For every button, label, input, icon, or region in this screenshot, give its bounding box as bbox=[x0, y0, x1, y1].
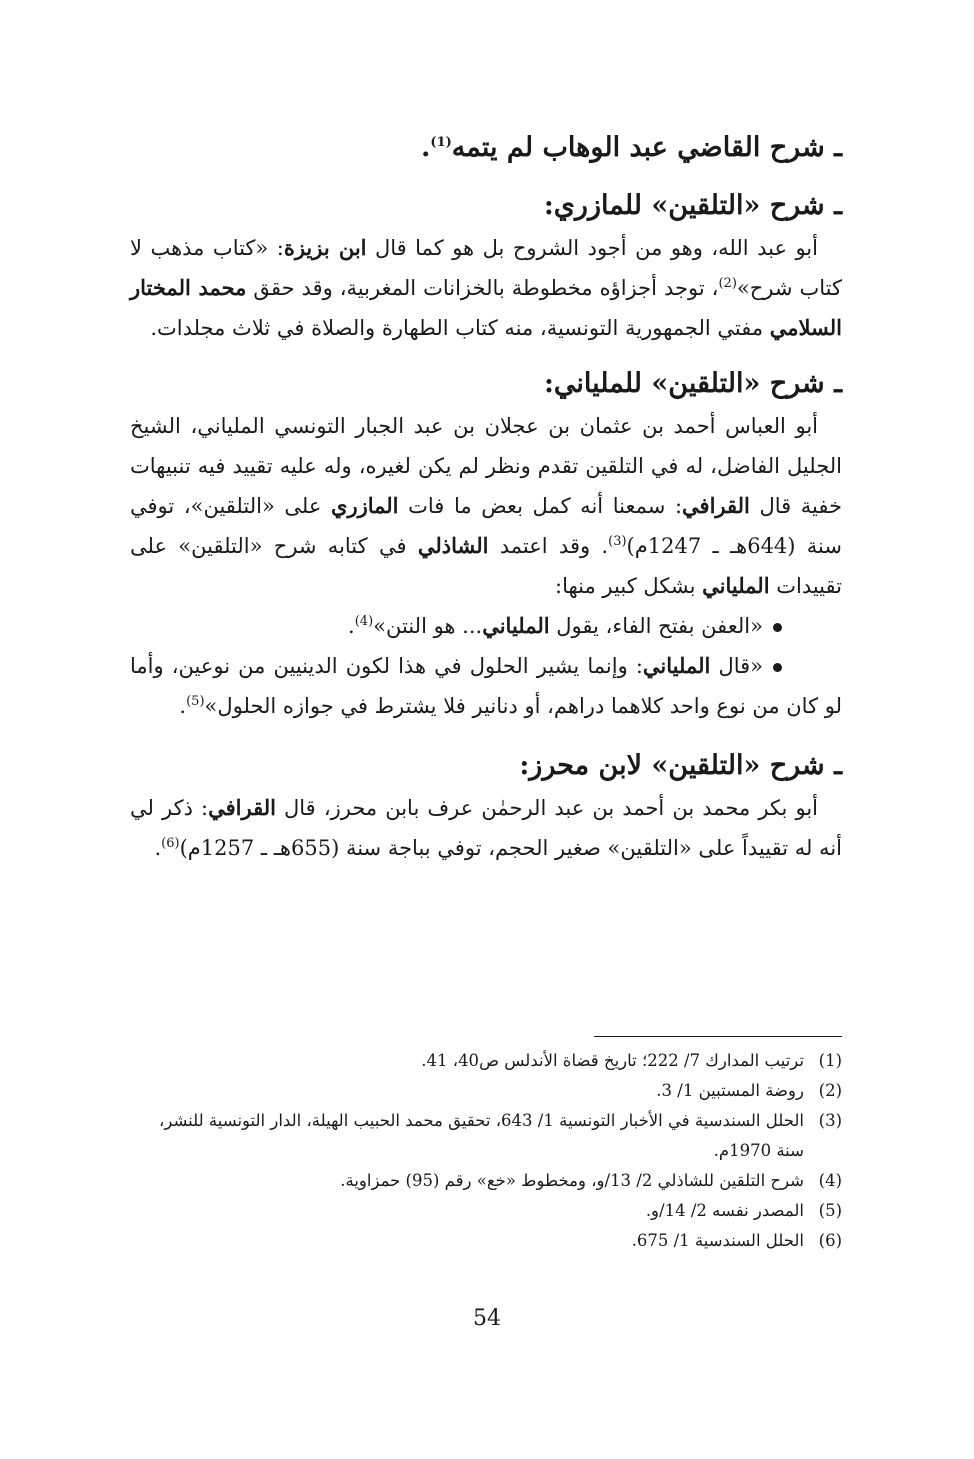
footnote-item bbox=[130, 1196, 842, 1226]
text-run: ... هو النتن» bbox=[373, 614, 483, 638]
page-number: 54 bbox=[473, 1306, 501, 1331]
bullet-icon bbox=[773, 623, 782, 632]
footnote-item bbox=[130, 1226, 842, 1256]
section-heading-ibn-muhriz: ـ شرح «التلقين» لابن محرز: bbox=[519, 750, 842, 781]
footnote-ref[interactable]: (1) bbox=[430, 135, 452, 150]
bold-name: محمد المختار السلامي bbox=[130, 275, 842, 340]
text-run: مفتي الجمهورية التونسية، منه كتاب الطهارة والصلاة في ثلاث مجلدات. bbox=[150, 316, 770, 340]
section-heading-abd-al-wahhab bbox=[130, 128, 842, 168]
text-run: . bbox=[179, 694, 187, 718]
paragraph-mazari bbox=[130, 228, 842, 348]
footnote-text: شرح التلقين للشاذلي 2/ 13/و، ومخطوط «خع» رقم (95) حمزاوية. bbox=[340, 1171, 804, 1190]
footnote-item bbox=[130, 1076, 842, 1106]
bold-name: الملياني bbox=[482, 613, 550, 638]
footnote-text: الحلل السندسية 1/ 675. bbox=[631, 1231, 804, 1250]
text-run: : «كتاب مذهب لا كتاب شرح» bbox=[130, 236, 843, 300]
footnote-ref[interactable]: (2) bbox=[718, 276, 737, 291]
section-heading-mazari: ـ شرح «التلقين» للمازري: bbox=[543, 190, 842, 221]
footnote-ref[interactable]: (4) bbox=[354, 614, 374, 629]
footnote-number: (2) bbox=[818, 1081, 842, 1100]
bold-name: الملياني bbox=[702, 573, 770, 598]
footnote-text: روضة المستبين 1/ 3. bbox=[656, 1081, 804, 1100]
text-run: أبو العباس أحمد بن عثمان بن عجلان بن عبد الجبار التونسي الملياني، الشيخ الجليل الفاضل، له في التلقين تقدم ونظر لم يكن لغيره، وله عليه تقييد فيه تنبيهات خفية قال bbox=[130, 414, 842, 518]
footnote-number: (5) bbox=[818, 1201, 842, 1220]
footnote-ref[interactable]: (3) bbox=[608, 534, 627, 549]
bold-name: الشاذلي bbox=[417, 533, 489, 558]
footnote-ref[interactable]: (6) bbox=[161, 836, 180, 851]
footnote-divider bbox=[594, 1036, 842, 1037]
footnote-item bbox=[130, 1166, 842, 1196]
footnote-number: (4) bbox=[818, 1171, 842, 1190]
heading-end: . bbox=[421, 132, 431, 163]
text-run: . bbox=[154, 836, 162, 860]
bold-name: ابن بزيزة bbox=[283, 235, 367, 260]
text-run: : وإنما يشير الحلول في هذا لكون الدينيين من نوعين، وأما لو كان من نوع واحد كلاهما دراهم، أو دنانير فلا يشترط في جوازه الحلول» bbox=[130, 654, 842, 718]
text-run: . وقد اعتمد bbox=[488, 534, 609, 558]
bold-name: المازري bbox=[331, 493, 399, 518]
text-run: . bbox=[348, 614, 355, 638]
bullet-icon bbox=[773, 663, 782, 672]
heading-text: ـ شرح القاضي عبد الوهاب لم يتمه bbox=[451, 132, 842, 163]
bold-name: القرافي bbox=[208, 795, 276, 820]
footnote-text: ترتيب المدارك 7/ 222؛ تاريخ قضاة الأندلس ص40، 41. bbox=[421, 1051, 804, 1070]
bold-name: القرافي bbox=[682, 493, 750, 518]
bullet-item-1 bbox=[130, 606, 842, 646]
footnote-text: الحلل السندسية في الأخبار التونسية 1/ 643، تحقيق محمد الحبيب الهيلة، الدار التونسية للنشر، سنة 1970م. bbox=[159, 1111, 804, 1160]
footnote-text: المصدر نفسه 2/ 14/و. bbox=[645, 1201, 804, 1220]
paragraph-ibn-muhriz bbox=[130, 788, 842, 868]
text-run: : سمعنا أنه كمل بعض ما فات bbox=[398, 494, 683, 518]
main-text bbox=[130, 128, 842, 868]
text-run: في كتابه شرح «التلقين» على تقييدات bbox=[130, 534, 842, 598]
footnotes bbox=[130, 1046, 842, 1256]
text-run: «قال bbox=[710, 654, 763, 678]
footnote-number: (1) bbox=[818, 1051, 842, 1070]
bold-name: الملياني bbox=[642, 653, 711, 678]
footnote-number: (6) bbox=[818, 1231, 842, 1250]
section-heading-milyani: ـ شرح «التلقين» للملياني: bbox=[543, 368, 842, 399]
text-run: ، توجد أجزاؤه مخطوطة بالخزانات المغربية، وقد حقق bbox=[246, 276, 719, 300]
footnote-item bbox=[130, 1106, 842, 1166]
text-run: أبو بكر محمد بن أحمد بن عبد الرحمٰن عرف بابن محرز، قال bbox=[275, 796, 818, 820]
text-run: بشكل كبير منها: bbox=[555, 574, 703, 598]
text-run: أبو عبد الله، وهو من أجود الشروح بل هو كما قال bbox=[366, 236, 818, 260]
footnote-item bbox=[130, 1046, 842, 1076]
paragraph-milyani bbox=[130, 406, 842, 606]
text-run: «العفن بفتح الفاء، يقول bbox=[549, 614, 763, 638]
bullet-item-2 bbox=[130, 646, 842, 726]
text-run: : ذكر لي أنه له تقييداً على «التلقين» صغير الحجم، توفي بباجة سنة (655هـ ـ 1257م) bbox=[130, 796, 842, 860]
footnote-ref[interactable]: (5) bbox=[186, 694, 205, 709]
footnote-number: (3) bbox=[818, 1111, 842, 1130]
text-run: على «التلقين»، توفي سنة (644هـ ـ 1247م) bbox=[130, 494, 842, 558]
